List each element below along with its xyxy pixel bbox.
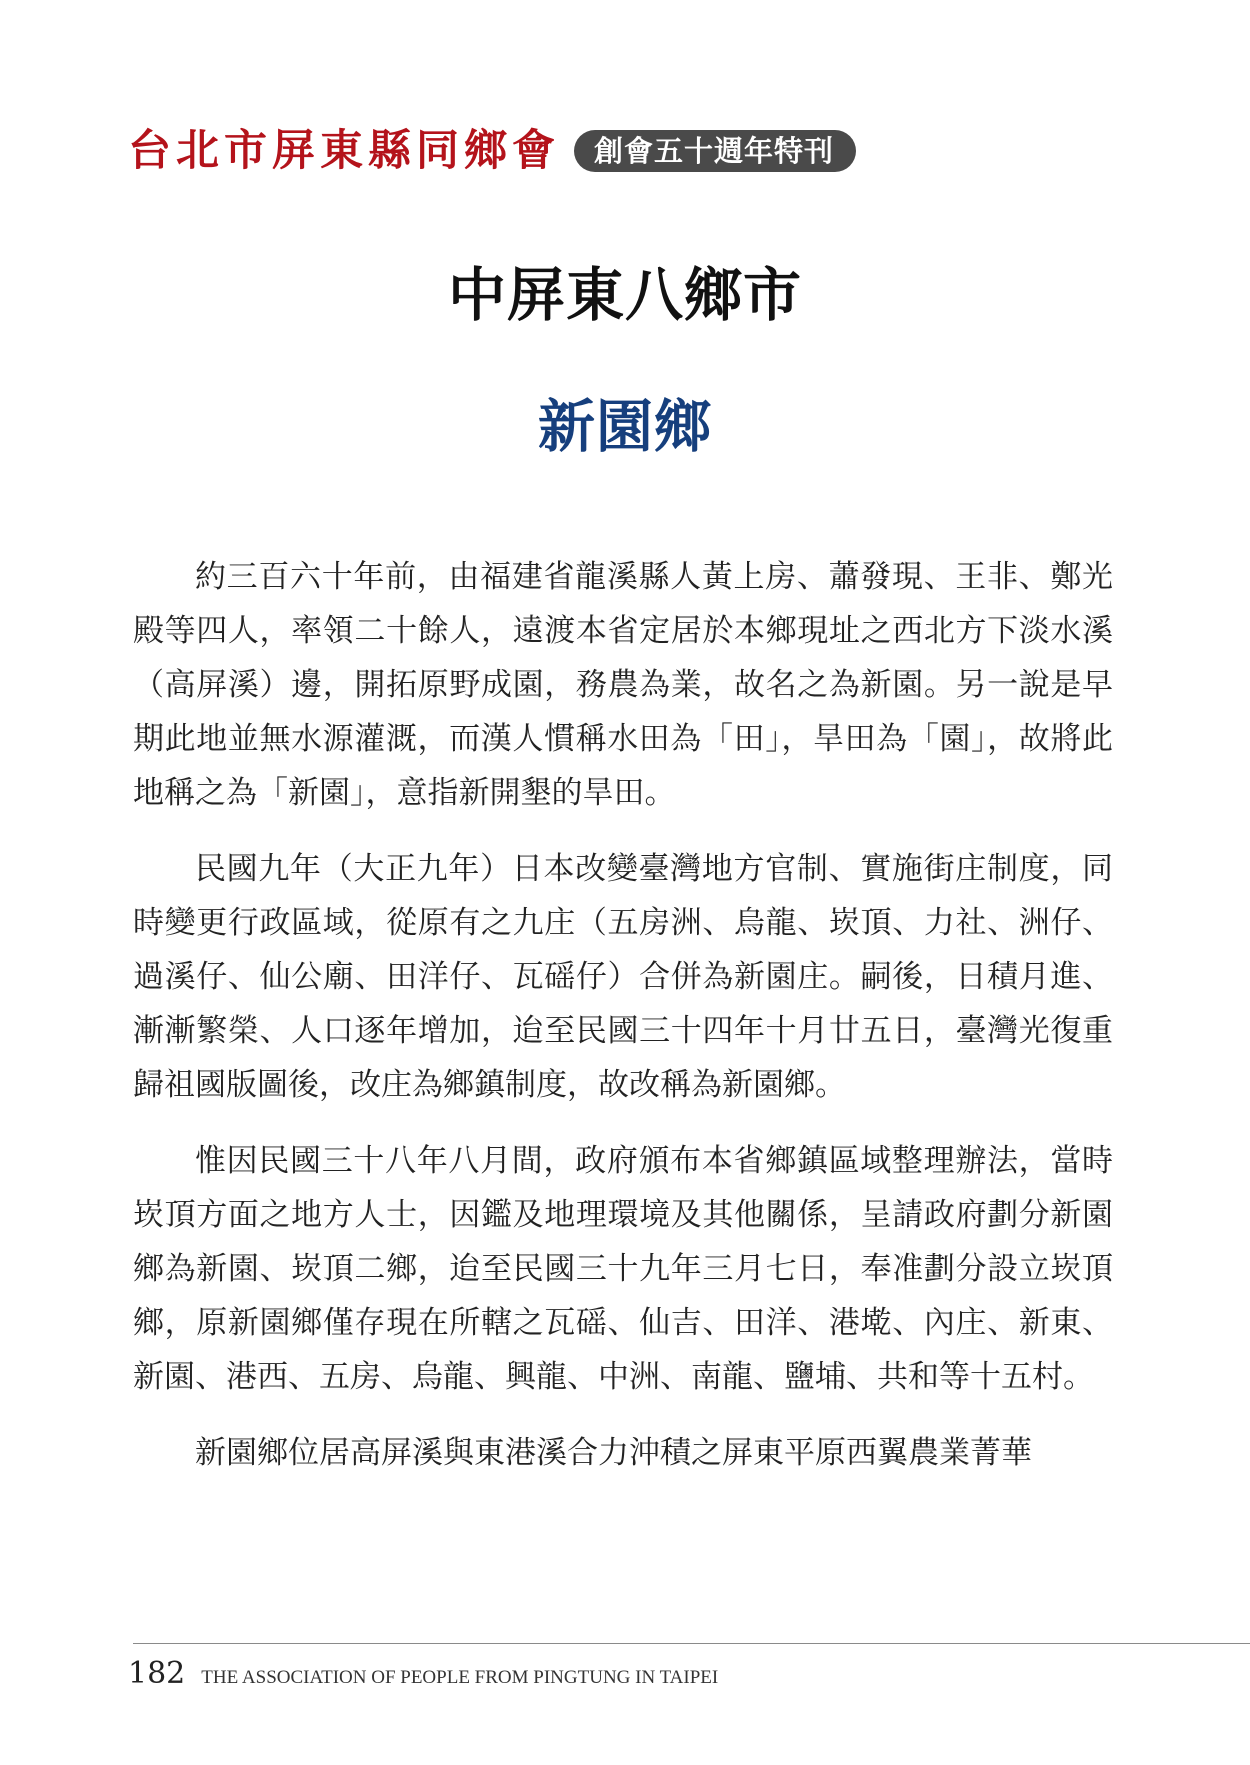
page-footer [128, 1652, 718, 1696]
section-title: 中屏東八鄉市 [447, 261, 802, 329]
page-header [128, 124, 856, 178]
issue-badge: 創會五十週年特刊 [574, 130, 856, 172]
org-name-logo: 台北市屏東縣同鄉會 [128, 126, 560, 176]
page-title: 新園鄉 [538, 393, 712, 460]
paragraph: 約三百六十年前，由福建省龍溪縣人黃上房、蕭發現、王非、鄭光殿等四人，率領二十餘人，遠渡本省定居於本鄉現址之西北方下淡水溪（高屏溪）邊，開拓原野成園，務農為業，故名之為新園。另一說是早期此地並無水源灌溉，而漢人慣稱水田為「田」，旱田為「園」，故將此地稱之為「新園」，意指新開墾的旱田。 [133, 559, 1113, 811]
paragraph: 新園鄉位居高屏溪與東港溪合力沖積之屏東平原西翼農業菁華 [195, 1435, 1032, 1471]
footer-org-name: THE ASSOCIATION OF PEOPLE FROM PINGTUNG IN TAIPEI [201, 1667, 719, 1688]
page-number: 182 [128, 1656, 186, 1691]
paragraph: 民國九年（大正九年）日本改變臺灣地方官制、實施街庄制度，同時變更行政區域，從原有之九庄（五房洲、烏龍、崁頂、力社、洲仔、過溪仔、仙公廟、田洋仔、瓦磘仔）合併為新園庄。嗣後，日積月進、漸漸繁榮、人口逐年增加，迨至民國三十四年十月廿五日，臺灣光復重歸祖國版圖後，改庄為鄉鎮制度，故改稱為新園鄉。 [133, 851, 1113, 1103]
footer-divider [133, 1643, 1250, 1644]
body-text [133, 550, 1113, 1502]
paragraph: 惟因民國三十八年八月間，政府頒布本省鄉鎮區域整理辦法，當時崁頂方面之地方人士，因鑑及地理環境及其他關係，呈請政府劃分新園鄉為新園、崁頂二鄉，迨至民國三十九年三月七日，奉准劃分設立崁頂鄉，原新園鄉僅存現在所轄之瓦磘、仙吉、田洋、港墘、內庄、新東、新園、港西、五房、烏龍、興龍、中洲、南龍、鹽埔、共和等十五村。 [133, 1143, 1113, 1395]
